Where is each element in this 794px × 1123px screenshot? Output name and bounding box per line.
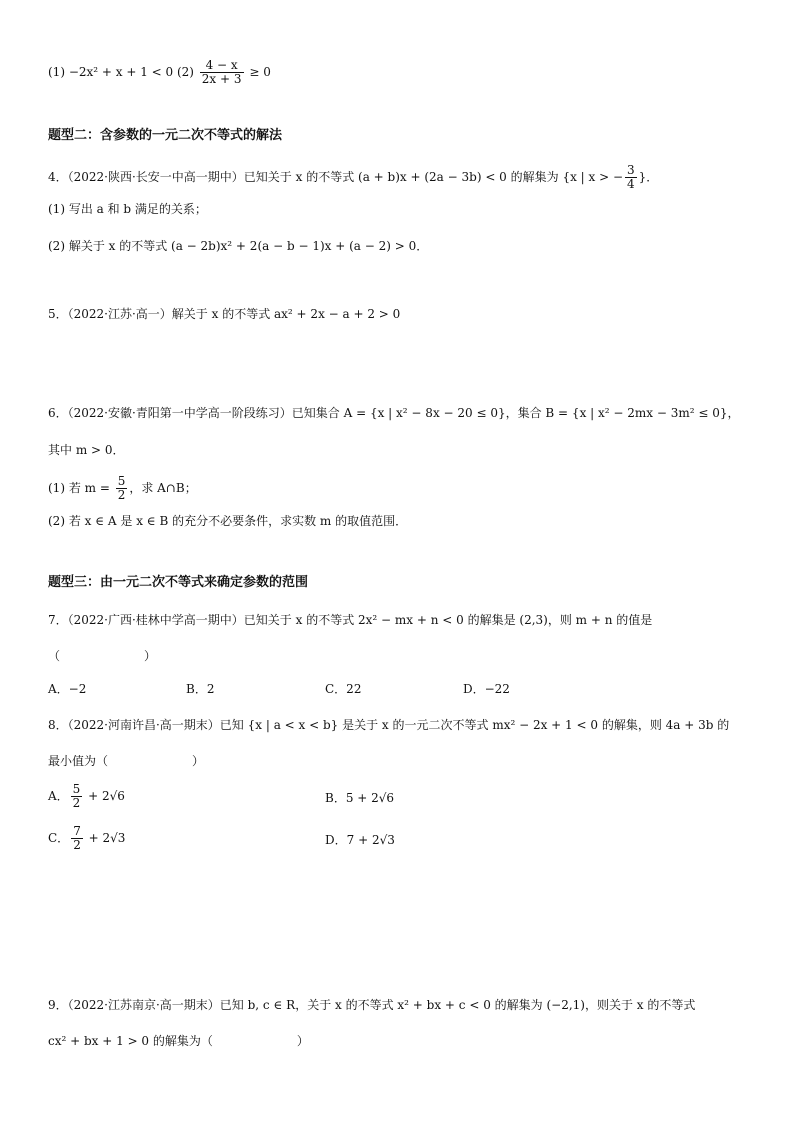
q4-part2: (2) 解关于 x 的不等式 (a − 2b)x² + 2(a − b − 1)x + (a − 2) > 0． <box>48 239 429 253</box>
q8-option-a-num: 5 <box>72 782 81 796</box>
section3-title: 题型三：由一元二次不等式来确定参数的范围 <box>48 575 309 590</box>
q4-fraction <box>625 164 637 191</box>
q6-stem: 6．（2022·安徽·青阳第一中学高一阶段练习）已知集合 A = {x | x² − 8x − 20 ≤ 0}，集合 B = {x | x² − 2mx − 3m² ≤ 0}， <box>48 406 740 420</box>
q4-part1: (1) 写出 a 和 b 满足的关系； <box>48 202 207 216</box>
q8-option-c[interactable] <box>48 825 125 852</box>
q8-option-c-fraction <box>71 825 83 852</box>
q8-option-a-rest: + 2√6 <box>84 789 125 803</box>
q9-stem2: cx² + bx + 1 > 0 的解集为（ ） <box>48 1034 309 1048</box>
q4-frac-num: 3 <box>627 163 635 177</box>
q3-frac-den: 2x + 3 <box>201 72 242 86</box>
q8-option-c-num: 7 <box>73 824 81 838</box>
q3-fraction <box>200 59 244 86</box>
q3-text-pre: (1) −2x² + x + 1 < 0 (2) <box>48 65 198 79</box>
q7-stem: 7．（2022·广西·桂林中学高一期中）已知关于 x 的不等式 2x² − mx + n < 0 的解集是 (2,3)，则 m + n 的值是 <box>48 613 653 627</box>
q4-frac-den: 4 <box>627 177 635 191</box>
q6-fraction <box>116 475 128 502</box>
q6-cond: 其中 m > 0． <box>48 443 125 457</box>
q8-option-a-den: 2 <box>72 796 81 810</box>
q5-stem: 5．（2022·江苏·高一）解关于 x 的不等式 ax² + 2x − a + 2 > 0 <box>48 307 401 321</box>
q8-option-c-rest: + 2√3 <box>84 831 126 845</box>
q8-option-c-den: 2 <box>73 838 81 852</box>
q3-text-post: ≥ 0 <box>245 65 271 79</box>
q8-option-a[interactable] <box>48 783 125 810</box>
q8-option-c-label: C． <box>48 831 70 845</box>
q9-stem: 9．（2022·江苏南京·高一期末）已知 b, c ∈ R，关于 x 的不等式 x² + bx + c < 0 的解集为 (−2,1)，则关于 x 的不等式 <box>48 998 696 1012</box>
q6-part1 <box>48 475 197 502</box>
q3-line <box>48 59 271 86</box>
q6-p1-post: ，求 A∩B； <box>129 481 197 495</box>
q7-option-c[interactable]: C．22 <box>325 682 362 696</box>
section2-title: 题型二：含参数的一元二次不等式的解法 <box>48 128 283 143</box>
q4-stem-pre: 4．（2022·陕西·长安一中高一期中）已知关于 x 的不等式 (a + b)x + (2a − 3b) < 0 的解集为 {x | x > − <box>48 170 624 184</box>
q7-option-a[interactable]: A．−2 <box>48 682 87 696</box>
q6-p1-pre: (1) 若 m = <box>48 481 114 495</box>
q8-stem: 8．（2022·河南许昌·高一期末）已知 {x | a < x < b} 是关于 x 的一元二次不等式 mx² − 2x + 1 < 0 的解集，则 4a + 3b 的 <box>48 718 730 732</box>
q8-option-a-label: A． <box>48 789 69 803</box>
q8-option-d[interactable]: D．7 + 2√3 <box>325 833 395 847</box>
q8-option-b[interactable]: B．5 + 2√6 <box>325 791 395 805</box>
q3-frac-num: 4 − x <box>200 59 244 73</box>
q6-frac-num: 5 <box>117 474 126 488</box>
q8-option-a-fraction <box>71 783 83 810</box>
q7-option-b[interactable]: B．2 <box>186 682 215 696</box>
q4-stem-post: }． <box>638 170 659 184</box>
q6-frac-den: 2 <box>117 488 126 502</box>
q7-option-d[interactable]: D．−22 <box>463 682 510 696</box>
q7-blank: （ ） <box>48 649 157 663</box>
q4-stem <box>48 164 658 191</box>
q6-part2: (2) 若 x ∈ A 是 x ∈ B 的充分不必要条件，求实数 m 的取值范围． <box>48 514 408 528</box>
q8-stem2: 最小值为（ ） <box>48 754 205 768</box>
